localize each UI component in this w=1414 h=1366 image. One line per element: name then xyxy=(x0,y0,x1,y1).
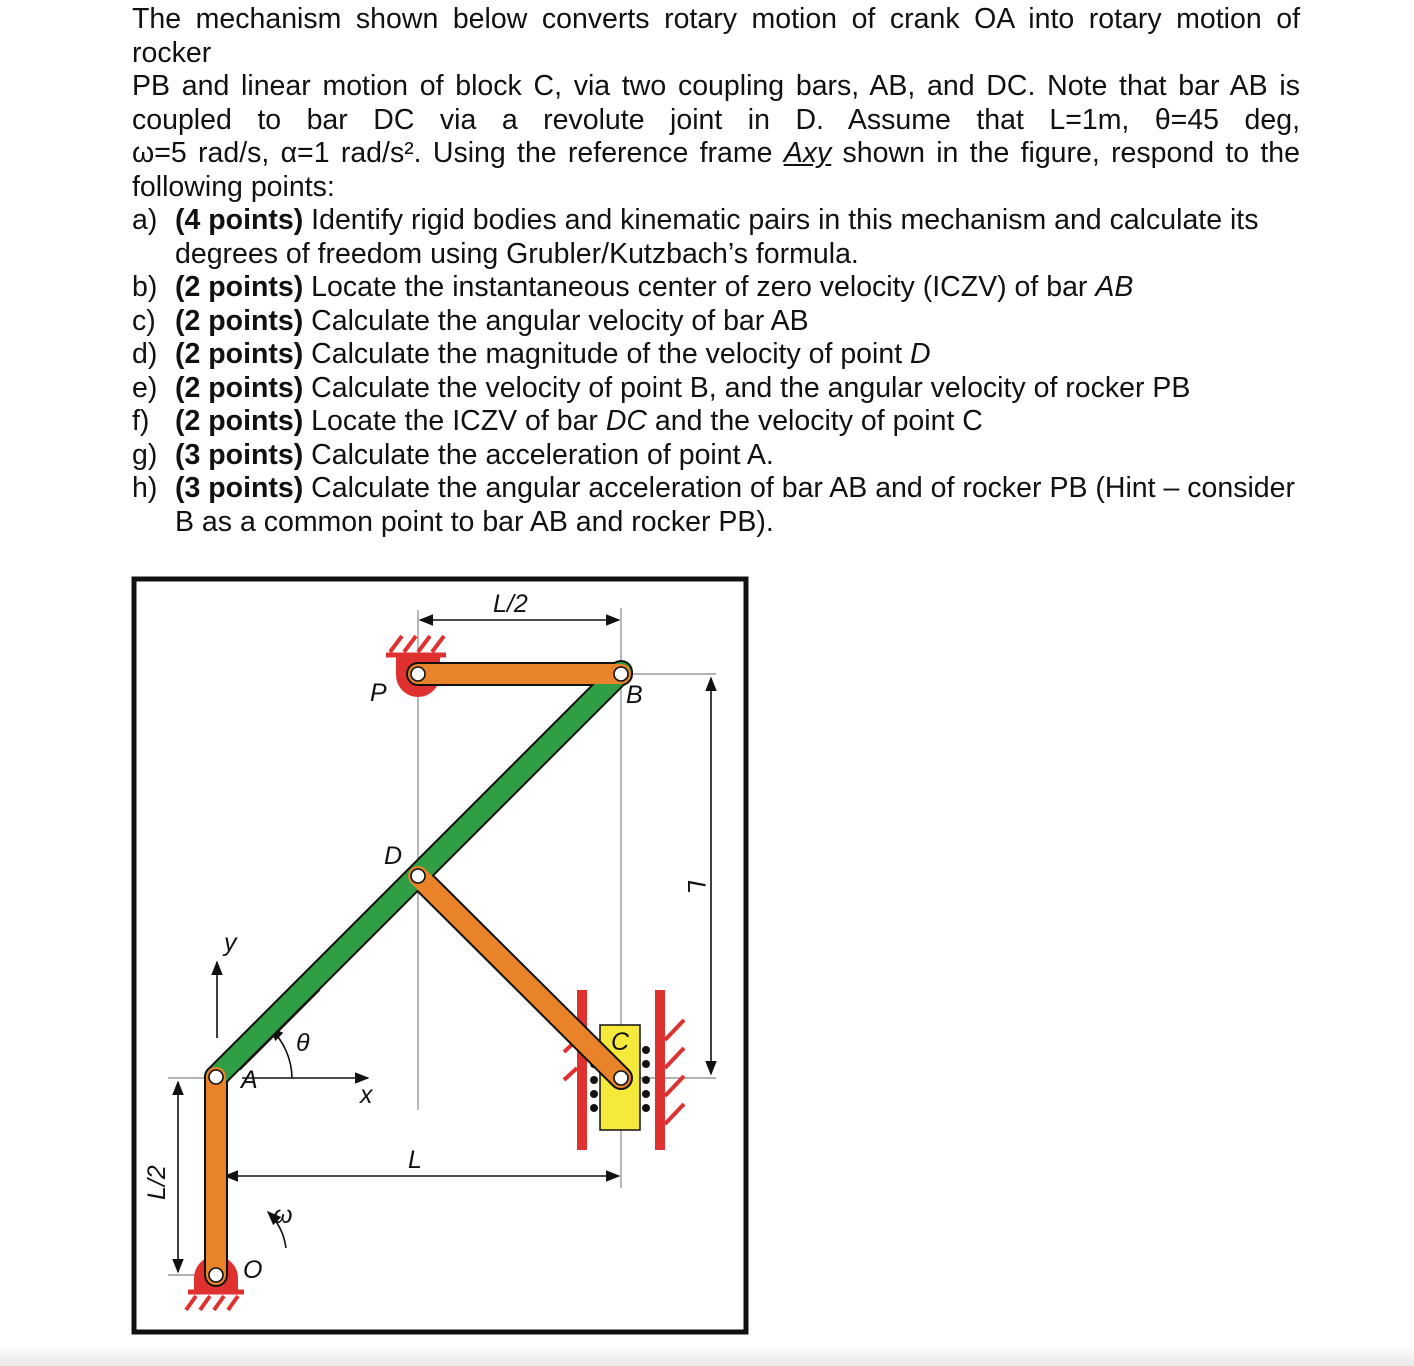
label-dim-top: L/2 xyxy=(493,590,528,618)
intro-line-1: The mechanism shown below converts rotary motion of crank OA into rotary motion of rocker xyxy=(132,3,1300,69)
question-letter: e) xyxy=(132,371,158,404)
question-points: (2 points) xyxy=(175,371,304,404)
label-dim-right: L xyxy=(682,880,710,894)
intro-line-2: PB and linear motion of block C, via two coupling bars, AB, and DC. Note that bar AB is xyxy=(132,70,1300,102)
label-B: B xyxy=(626,681,643,709)
joint-O xyxy=(209,1268,223,1282)
question-points: (2 points) xyxy=(175,304,304,337)
bottom-fade xyxy=(0,1344,1414,1366)
question-italic: AB xyxy=(1095,271,1134,303)
joint-P xyxy=(411,667,425,681)
label-O: O xyxy=(243,1256,263,1284)
question-text: Calculate the angular acceleration of bar AB and of rocker PB (Hint – consider B as a common point to bar AB and rocker PB). xyxy=(175,472,1295,538)
label-P: P xyxy=(370,679,387,707)
question-points: (3 points) xyxy=(175,438,304,471)
question-text-after: and the velocity of point C xyxy=(647,405,983,437)
joint-C xyxy=(614,1071,628,1085)
question-text: Calculate the acceleration of point A. xyxy=(311,438,774,471)
question-text: Identify rigid bodies and kinematic pairs in this mechanism and calculate its degrees of freedom using Grubler/Kutzbach’s formula. xyxy=(175,204,1259,270)
intro-line-5: following points: xyxy=(132,170,335,203)
intro-line-4-b: shown in the figure, respond to the xyxy=(831,137,1301,169)
question-italic: DC xyxy=(605,405,648,437)
question-points: (2 points) xyxy=(175,271,304,303)
question-italic: D xyxy=(910,338,931,370)
label-C: C xyxy=(611,1028,630,1056)
question-text: Calculate the magnitude of the velocity of point xyxy=(311,338,911,370)
question-text: Locate the instantaneous center of zero velocity (ICZV) of bar xyxy=(311,271,1096,303)
question-letter: b) xyxy=(132,271,158,303)
label-dim-left: L/2 xyxy=(143,1165,171,1200)
joint-B xyxy=(614,667,628,681)
question-letter: h) xyxy=(132,472,158,504)
label-A: A xyxy=(241,1066,258,1094)
intro-line-3: coupled to bar DC via a revolute joint in D. Assume that L=1m, θ=45 deg, xyxy=(132,103,1300,136)
label-omega: ω xyxy=(273,1201,293,1229)
label-x: x xyxy=(360,1081,373,1109)
question-text: Calculate the angular velocity of bar AB xyxy=(311,304,809,337)
joint-D xyxy=(411,869,425,883)
label-dim-bottom: L xyxy=(408,1146,422,1174)
question-points: (2 points) xyxy=(175,338,304,370)
question-text: Locate the ICZV of bar xyxy=(311,405,606,437)
question-letter: f) xyxy=(132,405,150,437)
question-letter: c) xyxy=(132,304,156,337)
frame-name-axy: Axy xyxy=(783,137,832,169)
question-points: (2 points) xyxy=(175,405,304,437)
question-letter: a) xyxy=(132,204,158,236)
intro-line-4-a: ω=5 rad/s, α=1 rad/s². Using the reference frame xyxy=(132,137,784,169)
question-letter: g) xyxy=(132,438,158,471)
label-y: y xyxy=(224,929,237,957)
question-text: Calculate the velocity of point B, and the angular velocity of rocker PB xyxy=(311,371,1191,404)
question-points: (3 points) xyxy=(175,472,304,504)
joint-A xyxy=(209,1070,223,1084)
label-theta: θ xyxy=(296,1029,310,1057)
label-D: D xyxy=(384,842,403,870)
question-letter: d) xyxy=(132,338,158,370)
question-points: (4 points) xyxy=(175,204,304,236)
